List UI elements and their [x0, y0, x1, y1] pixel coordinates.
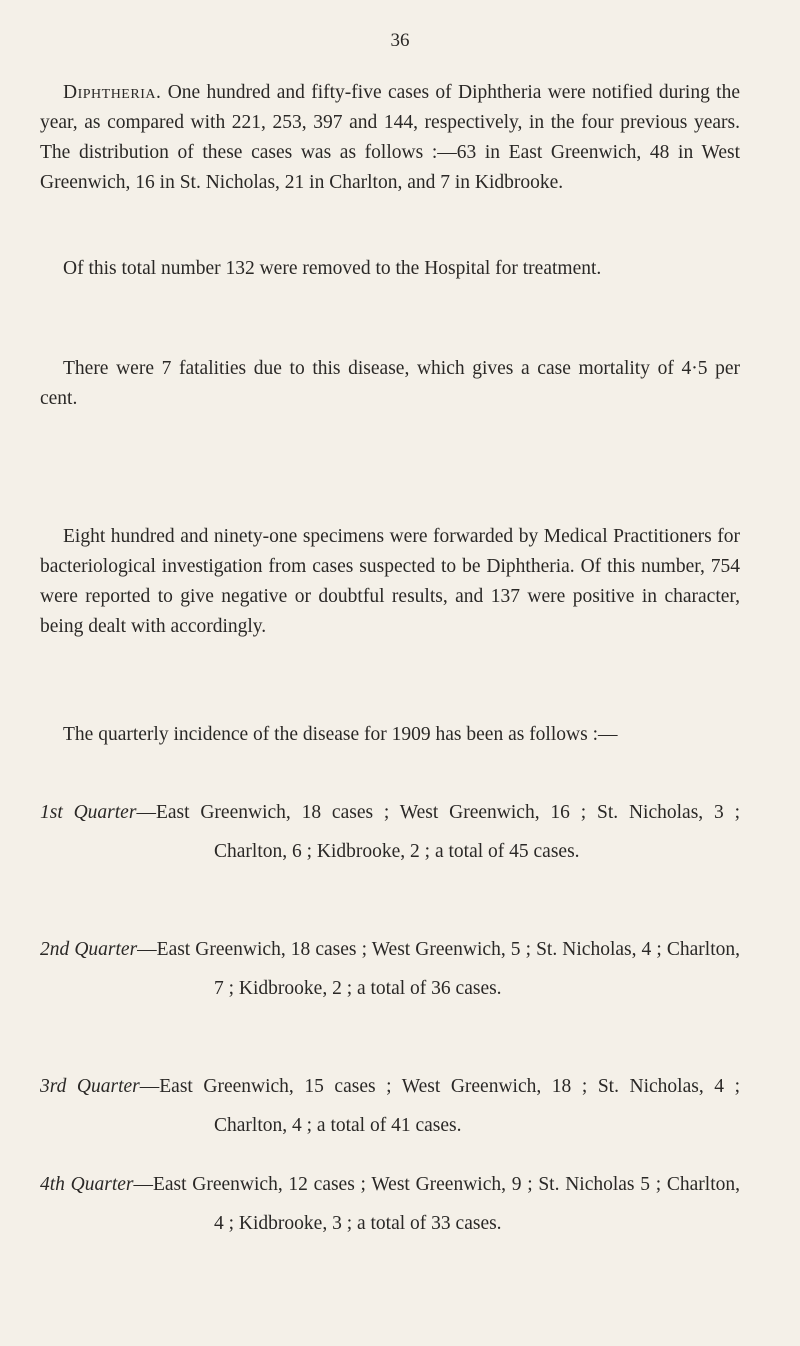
quarter-entry-3: [40, 1067, 740, 1145]
quarter-entry-4: [40, 1165, 740, 1243]
quarter-text: —East Greenwich, 15 cases ; West Greenwich, 18 ; St. Nicholas, 4 ; Charlton, 4 ; a total of 41 cases.: [139, 1076, 740, 1136]
paragraph-hospital-removals: Of this total number 132 were removed to the Hospital for treatment.: [63, 258, 602, 279]
quarter-label: 4th Quarter: [40, 1174, 134, 1195]
quarter-label: 2nd Quarter: [40, 939, 138, 960]
quarter-text: —East Greenwich, 18 cases ; West Greenwich, 16 ; St. Nicholas, 3 ; Charlton, 6 ; Kidbrooke, 2 ; a total of 45 cases.: [136, 802, 740, 862]
quarter-label: 1st Quarter: [40, 802, 137, 823]
paragraph-fatalities: There were 7 fatalities due to this disease, which gives a case mortality of 4·5 per cent.: [40, 358, 740, 409]
quarter-text: —East Greenwich, 12 cases ; West Greenwich, 9 ; St. Nicholas 5 ; Charlton, 4 ; Kidbrooke, 3 ; a total of 33 cases.: [133, 1174, 740, 1234]
quarter-entry-1: [40, 793, 740, 871]
quarter-text: —East Greenwich, 18 cases ; West Greenwich, 5 ; St. Nicholas, 4 ; Charlton, 7 ; Kidbrooke, 2 ; a total of 36 cases.: [137, 939, 740, 999]
quarter-entry-2: [40, 930, 740, 1008]
paragraph-diphtheria-intro: [40, 78, 740, 198]
quarter-label: 3rd Quarter: [40, 1076, 140, 1097]
page-number: 36: [390, 30, 410, 51]
paragraph-text: One hundred and fifty-five cases of Diphtheria were notified during the year, as compared with 221, 253, 397 and 144, respectively, in the four previous years. The distribution of these cases was as follows :—63 in East Greenwich, 48 in West Greenwich, 16 in St. Nicholas, 21 in Charlton, and 7 in Kidbrooke.: [40, 82, 740, 193]
paragraph-specimens: Eight hundred and ninety-one specimens were forwarded by Medical Practitioners for bacteriological investigation from cases suspected to be Diphtheria. Of this number, 754 were reported to give negative or doubtful results, and 137 were positive in character, being dealt with accordingly.: [40, 526, 740, 637]
paragraph-quarterly-intro: The quarterly incidence of the disease for 1909 has been as follows :—: [63, 724, 618, 745]
section-heading: Diphtheria.: [63, 82, 162, 103]
